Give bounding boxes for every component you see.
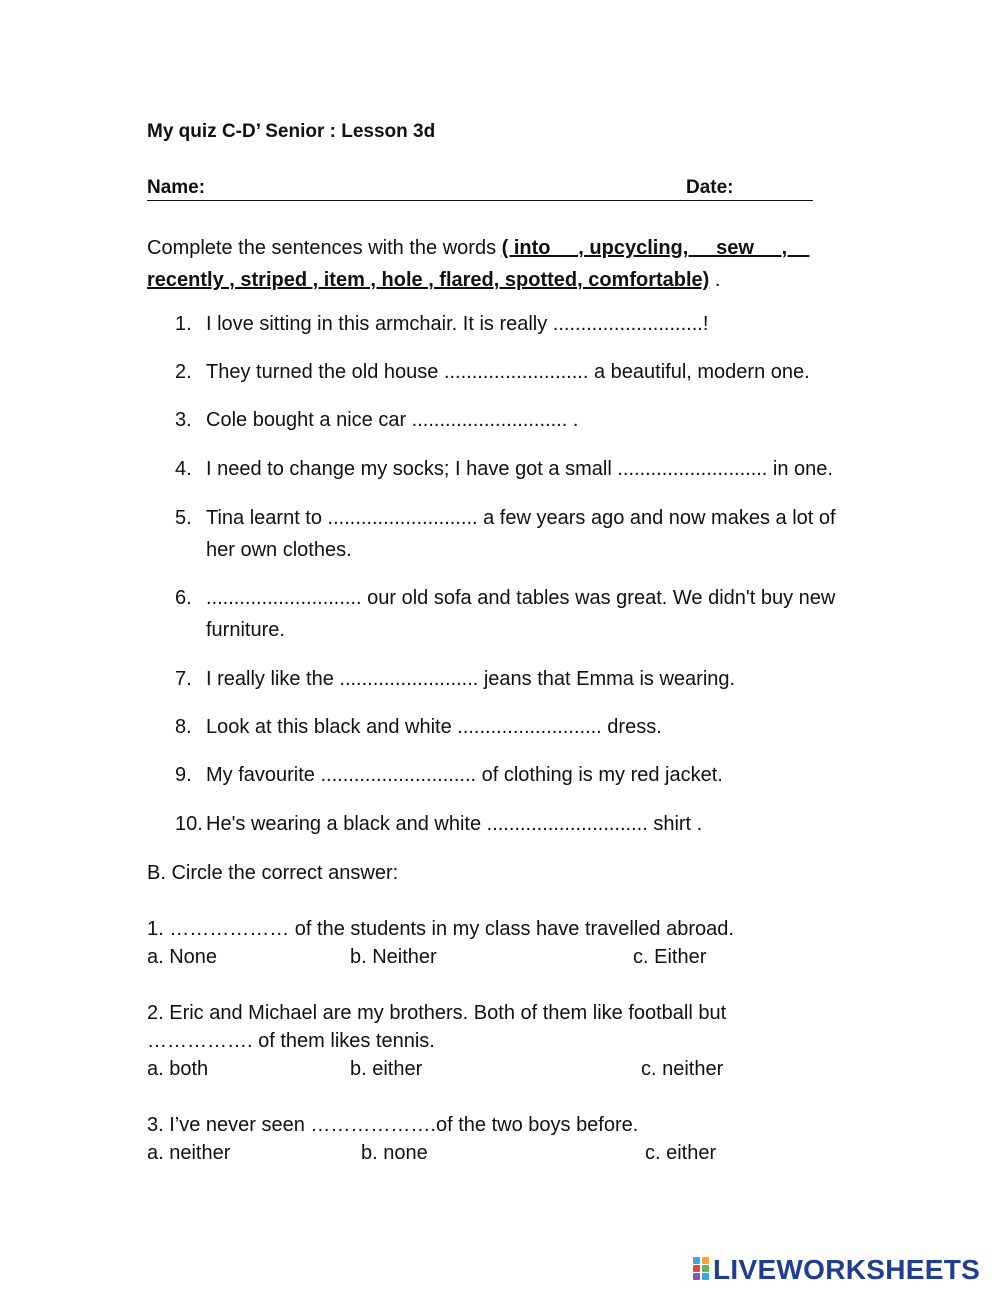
- mc-option[interactable]: c. neither: [641, 1058, 724, 1080]
- question-number: 4.: [175, 458, 192, 480]
- question-text: My favourite ............................ of clothing is my red jacket.: [206, 764, 723, 786]
- section-a-instruction: [147, 232, 847, 296]
- question-number: 10.: [175, 813, 203, 835]
- question-number: 1.: [175, 313, 192, 335]
- mc-question: 3. I’ve never seen ……………….of the two boys before.: [147, 1114, 639, 1136]
- question-text: He's wearing a black and white ............................. shirt .: [206, 813, 703, 835]
- question-number: 8.: [175, 716, 192, 738]
- mc-option[interactable]: a. None: [147, 946, 218, 968]
- section-b-heading: B. Circle the correct answer:: [147, 862, 399, 884]
- word-bank-line-1: ( into , upcycling, sew ,: [501, 237, 810, 259]
- mc-option[interactable]: c. Either: [633, 946, 707, 968]
- name-date-line: [147, 176, 813, 201]
- mc-option[interactable]: b. none: [361, 1142, 428, 1164]
- liveworksheets-logo: [693, 1254, 989, 1286]
- question-number: 6.: [175, 587, 192, 609]
- question-text: I need to change my socks; I have got a small ........................... in one.: [206, 458, 833, 480]
- instruction-suffix: .: [709, 269, 721, 291]
- question-text: Look at this black and white .......................... dress.: [206, 716, 662, 738]
- question-text: They turned the old house .......................... a beautiful, modern one.: [206, 361, 810, 383]
- question-text: I really like the ......................... jeans that Emma is wearing.: [206, 668, 736, 690]
- question-number: 9.: [175, 764, 192, 786]
- mc-option[interactable]: a. neither: [147, 1142, 231, 1164]
- question-number: 5.: [175, 507, 192, 529]
- mc-question: 2. Eric and Michael are my brothers. Both of them like football but ……………. of them likes tennis.: [147, 1002, 727, 1052]
- question-number: 2.: [175, 361, 192, 383]
- logo-blocks-icon: [693, 1257, 710, 1281]
- mc-option[interactable]: b. Neither: [350, 946, 437, 968]
- mc-option[interactable]: c. either: [645, 1142, 717, 1164]
- mc-option[interactable]: a. both: [147, 1058, 209, 1080]
- question-text: Tina learnt to ........................... a few years ago and now makes a lot of her own clothes.: [206, 507, 836, 561]
- name-label: Name:: [147, 177, 206, 198]
- question-text: I love sitting in this armchair. It is really ...........................!: [206, 313, 709, 335]
- word-bank-line-2: recently , striped , item , hole , flared, spotted, comfortable): [147, 269, 710, 291]
- date-label: Date:: [686, 177, 734, 198]
- question-text: Cole bought a nice car ............................ .: [206, 409, 579, 431]
- question-number: 7.: [175, 668, 192, 690]
- mc-option[interactable]: b. either: [350, 1058, 423, 1080]
- logo-text: LIVEWORKSHEETS: [713, 1254, 981, 1285]
- question-text: ............................ our old sofa and tables was great. We didn't buy new furniture.: [206, 587, 836, 641]
- instruction-prefix: Complete the sentences with the words: [147, 237, 497, 259]
- question-number: 3.: [175, 409, 192, 431]
- mc-question: 1. ……………… of the students in my class have travelled abroad.: [147, 918, 734, 940]
- page-title: My quiz C-D’ Senior : Lesson 3d: [147, 121, 436, 142]
